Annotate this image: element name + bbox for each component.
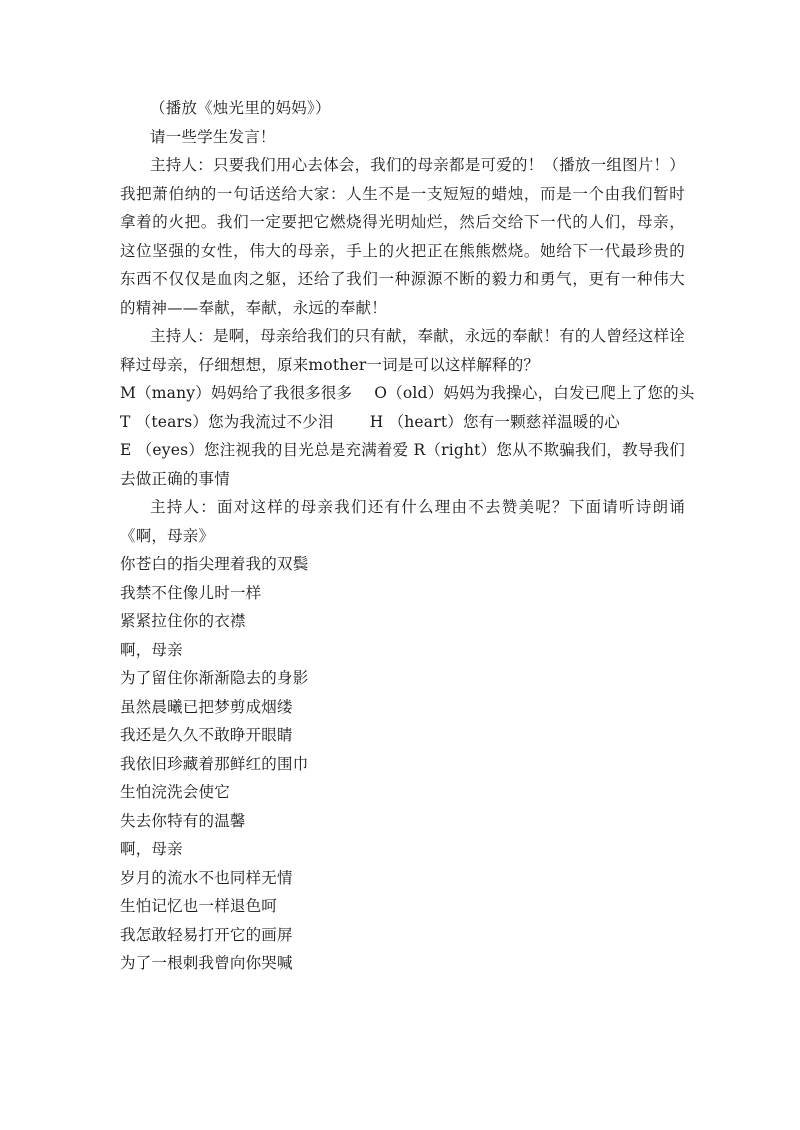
mother-acrostic-row-2 [120,408,685,437]
poem [120,550,685,978]
poem-line: 啊，母亲 [120,840,183,858]
acrostic-m: M（many）妈妈给了我很多很多 [120,384,353,402]
poem-line: 我依旧珍藏着那鲜红的围巾 [120,754,309,773]
mother-acrostic-row-3: E （eyes）您注视我的目光总是充满着爱 R（right）您从不欺骗我们，教导我们去做正确的事情 [120,441,685,488]
host-paragraph-1: 主持人：只要我们用心去体会，我们的母亲都是可爱的！（播放一组图片！）我把萧伯纳的一句话送给大家：人生不是一支短短的蜡烛，而是一个由我们暂时拿着的火把。我们一定要把它燃烧得光明灿烂，然后交给下一代的人们，母亲，这位坚强的女性，伟大的母亲，手上的火把正在熊熊燃烧。她给下一代最珍贵的东西不仅仅是血肉之躯，还给了我们一种源源不断的毅力和勇气，更有一种伟大的精神——奉献，奉献，永远的奉献！ [120,156,685,317]
poem-line: 你苍白的指尖理着我的双鬓 [120,555,309,573]
poem-line: 为了一根刺我曾向你哭喊 [120,954,293,972]
poem-line: 我还是久久不敢睁开眼睛 [120,726,293,744]
host-paragraph-2: 主持人：是啊，母亲给我们的只有献，奉献，永远的奉献！有的人曾经这样诠释过母亲，仔细想想，原来mother一词是可以这样解释的？ [120,327,685,374]
mother-acrostic-row-1 [120,379,695,408]
poem-line: 紧紧拉住你的衣襟 [120,612,246,630]
poem-line: 生怕记忆也一样退色呵 [120,897,278,915]
acrostic-o: O（old）妈妈为我操心，白发已爬上了您的头 [374,384,695,402]
host-paragraph-3: 主持人：面对这样的母亲我们还有什么理由不去赞美呢？下面请听诗朗诵《啊，母亲》 [120,498,685,545]
poem-line: 生怕浣洗会使它 [120,783,230,801]
poem-line: 虽然晨曦已把梦剪成烟缕 [120,697,293,716]
poem-line: 我禁不住像儿时一样 [120,583,262,602]
poem-line: 失去你特有的温馨 [120,811,246,830]
poem-line: 岁月的流水不也同样无情 [120,868,293,887]
stage-direction: （播放《烛光里的妈妈》） [150,99,331,117]
instruction-line: 请一些学生发言！ [150,127,276,146]
acrostic-h: H （heart）您有一颗慈祥温暖的心 [369,412,620,431]
poem-line: 啊，母亲 [120,640,183,659]
poem-line: 为了留住你渐渐隐去的身影 [120,669,309,687]
document-page [120,94,695,978]
poem-line: 我怎敢轻易打开它的画屏 [120,925,293,944]
acrostic-t: T （tears）您为我流过不少泪 [120,412,334,431]
